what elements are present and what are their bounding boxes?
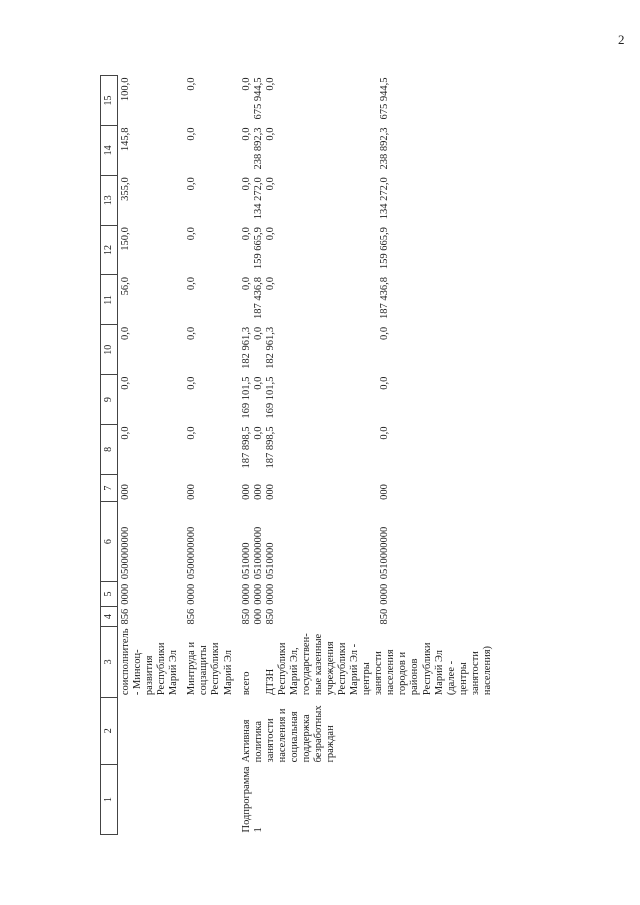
cell-value: 187 436,8	[252, 276, 264, 319]
column-header: 11	[101, 275, 118, 325]
column-header: 7	[101, 474, 118, 502]
cell-value: 0,0	[186, 177, 198, 191]
cell-csr: 0500000000	[186, 526, 198, 580]
cell-value: 0,0	[264, 227, 276, 241]
cell-value: 187 898,5	[240, 426, 252, 469]
cell-program: Подпрограмма 1	[240, 766, 264, 833]
cell-program	[118, 764, 181, 834]
cell-executor: соисполнитель - Минсоц-развития Республики Марий Эл	[120, 628, 180, 696]
cell-grbs: 850	[264, 608, 276, 625]
cell-rzpr: 0000	[379, 583, 391, 605]
cell-vr: 000	[379, 484, 391, 500]
column-header: 2	[101, 697, 118, 764]
column-header: 13	[101, 175, 118, 225]
cell-grbs: 850	[240, 608, 252, 625]
cell-value: 134 272,0	[252, 177, 264, 220]
cell-value: 0,0	[240, 77, 252, 91]
cell-value: 0,0	[252, 426, 264, 440]
cell-value: 238 892,3	[252, 127, 264, 170]
table-row	[241, 76, 253, 835]
cell-executor: всего	[240, 671, 252, 696]
cell-value: 0,0	[264, 127, 276, 141]
cell-rzpr: 0000	[186, 583, 198, 605]
rotated-table-sheet	[100, 75, 640, 835]
cell-program	[186, 764, 234, 834]
cell-value: 187 898,5	[264, 426, 276, 469]
cell-title	[118, 697, 181, 764]
cell-value: 182 961,3	[264, 326, 276, 369]
cell-value: 675 944,5	[252, 77, 264, 120]
column-header: 12	[101, 225, 118, 275]
cell-value: 0,0	[240, 227, 252, 241]
column-header: 14	[101, 125, 118, 175]
table-body	[118, 76, 494, 835]
cell-value: 0,0	[264, 177, 276, 191]
cell-executor: ДТЗН Республики Марий Эл, государствен-ные казенные учреждения Республики Марий Эл - центры занятости населения городов и районов Республики Марий Эл (далее - центры занятости населения)	[264, 633, 493, 696]
cell-value: 238 892,3	[379, 127, 391, 170]
column-header: 9	[101, 375, 118, 425]
cell-rzpr: 0000	[240, 583, 252, 605]
cell-value: 56,0	[120, 276, 131, 296]
table-row	[186, 76, 234, 835]
cell-value: 0,0	[379, 426, 391, 440]
cell-executor	[253, 626, 265, 697]
cell-vr: 000	[264, 484, 276, 500]
cell-title	[186, 697, 234, 764]
cell-value: 169 101,5	[240, 376, 252, 419]
cell-grbs: 856	[120, 608, 131, 625]
cell-value: 0,0	[240, 177, 252, 191]
cell-value: 0,0	[240, 127, 252, 141]
cell-grbs: 856	[186, 608, 198, 625]
cell-value: 187 436,8	[379, 276, 391, 319]
cell-value: 100,0	[120, 77, 131, 102]
cell-value: 169 101,5	[264, 376, 276, 419]
column-header: 10	[101, 325, 118, 375]
cell-value: 0,0	[186, 426, 198, 440]
cell-value: 0,0	[120, 426, 131, 440]
cell-value: 159 665,9	[379, 227, 391, 270]
column-header: 5	[101, 581, 118, 606]
cell-value: 0,0	[264, 77, 276, 91]
cell-value: 0,0	[186, 227, 198, 241]
cell-rzpr: 0000	[120, 583, 131, 605]
cell-vr: 000	[120, 484, 131, 500]
column-header: 3	[101, 626, 118, 697]
cell-csr: 0510000000	[379, 526, 391, 580]
cell-value: 355,0	[120, 177, 131, 201]
cell-value: 0,0	[240, 276, 252, 291]
cell-value: 0,0	[379, 326, 391, 340]
cell-value: 0,0	[120, 326, 131, 340]
table-row	[118, 76, 181, 835]
cell-rzpr: 0000	[264, 583, 276, 605]
cell-value: 0,0	[120, 376, 131, 390]
cell-value: 182 961,3	[240, 326, 252, 369]
column-header-row	[101, 76, 118, 835]
column-header: 8	[101, 425, 118, 475]
cell-value: 0,0	[186, 326, 198, 340]
page-number: 2	[618, 32, 625, 47]
cell-grbs: 000	[252, 608, 264, 625]
cell-value: 0,0	[264, 276, 276, 291]
cell-value: 0,0	[186, 276, 198, 291]
cell-vr: 000	[252, 484, 264, 500]
cell-value: 0,0	[252, 376, 264, 390]
cell-csr: 0510000	[264, 542, 276, 580]
cell-rzpr: 0000	[252, 583, 264, 605]
cell-csr: 0510000	[240, 542, 252, 580]
column-header: 1	[101, 764, 118, 834]
column-header: 15	[101, 76, 118, 126]
column-header: 4	[101, 607, 118, 627]
cell-executor: Минтруда и соцзащиты Республики Марий Эл	[186, 641, 234, 696]
cell-value: 0,0	[252, 326, 264, 340]
cell-value: 159 665,9	[252, 227, 264, 270]
cell-value: 0,0	[186, 376, 198, 390]
cell-value: 0,0	[186, 77, 198, 91]
cell-title: Активная политика занятости населения и социальная поддержка безработных граждан	[240, 705, 336, 763]
cell-value: 150,0	[120, 227, 131, 251]
cell-grbs: 850	[379, 608, 391, 625]
cell-vr: 000	[186, 484, 198, 500]
cell-value: 675 944,5	[379, 77, 391, 120]
cell-value: 0,0	[379, 376, 391, 390]
cell-csr: 0500000000	[120, 526, 131, 580]
cell-value: 145,8	[120, 127, 131, 152]
cell-value: 134 272,0	[379, 177, 391, 220]
column-header: 6	[101, 502, 118, 581]
budget-table	[100, 75, 494, 835]
cell-csr: 0510000000	[252, 526, 264, 580]
cell-vr: 000	[240, 484, 252, 500]
cell-value: 0,0	[186, 127, 198, 141]
